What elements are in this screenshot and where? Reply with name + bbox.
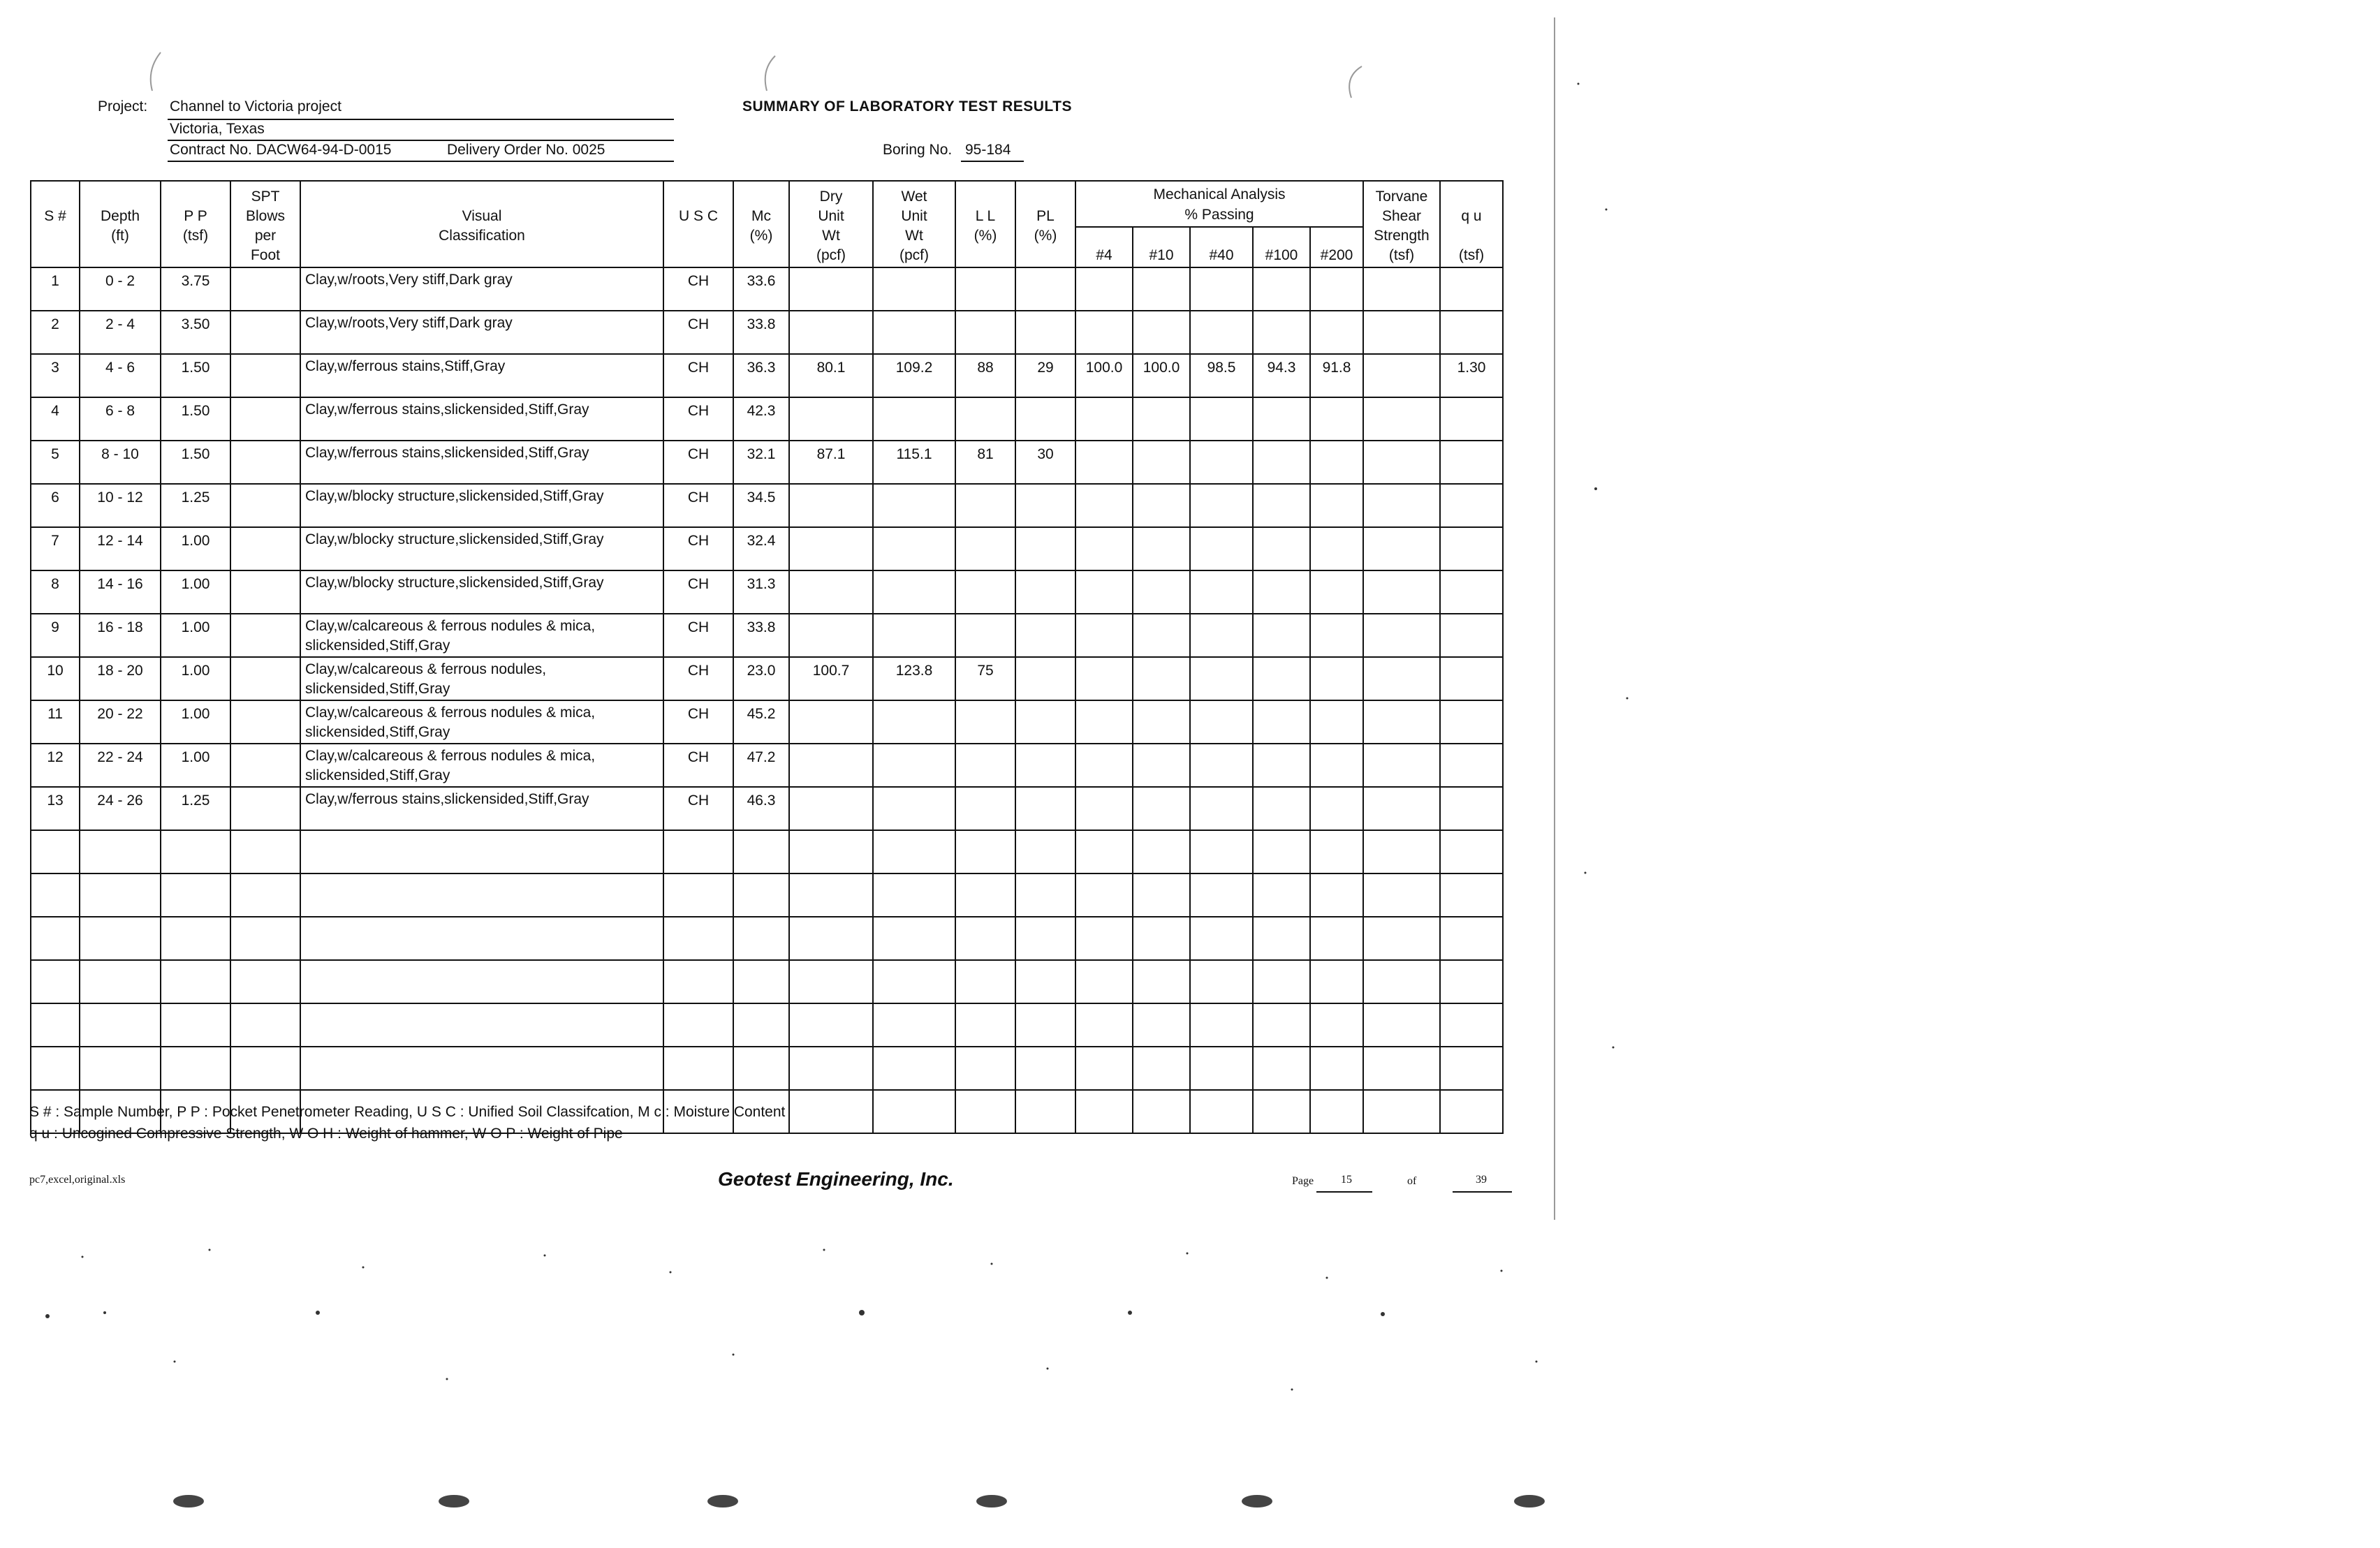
cell-depth: 6 - 8 bbox=[80, 397, 161, 441]
cell-pp: 1.50 bbox=[161, 354, 230, 397]
cell-s: 10 bbox=[31, 657, 80, 700]
cell-usc: CH bbox=[663, 397, 733, 441]
cell-mc: 31.3 bbox=[733, 570, 789, 614]
legend-line-2: q u : Uncogined Compressive Strength, W O H : Weight of hammer, W O P : Weight of Pipe bbox=[29, 1126, 623, 1142]
cell-mc: 45.2 bbox=[733, 700, 789, 744]
col-torvane-shear: Torvane Shear Strength (tsf) bbox=[1363, 181, 1440, 267]
page-label: Page bbox=[1292, 1175, 1314, 1187]
project-location: Victoria, Texas bbox=[170, 121, 265, 137]
cell-visual: Clay,w/calcareous & ferrous nodules, slickensided,Stiff,Gray bbox=[300, 657, 663, 700]
col-mechanical-analysis: Mechanical Analysis % Passing bbox=[1075, 181, 1363, 227]
cell-visual: Clay,w/calcareous & ferrous nodules & mica, slickensided,Stiff,Gray bbox=[300, 744, 663, 787]
cell-mc: 23.0 bbox=[733, 657, 789, 700]
cell-visual: Clay,w/roots,Very stiff,Dark gray bbox=[300, 311, 663, 354]
cell-s: 13 bbox=[31, 787, 80, 830]
cell-sieve-100: 94.3 bbox=[1253, 354, 1310, 397]
cell-visual: Clay,w/blocky structure,slickensided,Stiff,Gray bbox=[300, 527, 663, 570]
cell-visual: Clay,w/ferrous stains,slickensided,Stiff,Gray bbox=[300, 441, 663, 484]
col-visual-classification: Visual Classification bbox=[300, 181, 663, 267]
cell-depth: 0 - 2 bbox=[80, 267, 161, 311]
col-dry-unit-weight: Dry Unit Wt (pcf) bbox=[789, 181, 873, 267]
cell-dry: 100.7 bbox=[789, 657, 873, 700]
cell-ll: 81 bbox=[955, 441, 1015, 484]
cell-dry: 80.1 bbox=[789, 354, 873, 397]
cell-pp: 1.00 bbox=[161, 614, 230, 657]
cell-depth: 8 - 10 bbox=[80, 441, 161, 484]
cell-usc: CH bbox=[663, 441, 733, 484]
cell-wet: 115.1 bbox=[873, 441, 955, 484]
cell-s: 6 bbox=[31, 484, 80, 527]
cell-usc: CH bbox=[663, 527, 733, 570]
cell-pp: 1.50 bbox=[161, 397, 230, 441]
cell-s: 2 bbox=[31, 311, 80, 354]
company-name: Geotest Engineering, Inc. bbox=[718, 1168, 954, 1190]
col-wet-unit-weight: Wet Unit Wt (pcf) bbox=[873, 181, 955, 267]
of-label: of bbox=[1407, 1175, 1417, 1187]
cell-mc: 32.4 bbox=[733, 527, 789, 570]
cell-dry: 87.1 bbox=[789, 441, 873, 484]
cell-ll: 88 bbox=[955, 354, 1015, 397]
cell-visual: Clay,w/ferrous stains,Stiff,Gray bbox=[300, 354, 663, 397]
cell-sieve-10: 100.0 bbox=[1133, 354, 1190, 397]
cell-s: 12 bbox=[31, 744, 80, 787]
cell-s: 9 bbox=[31, 614, 80, 657]
cell-visual: Clay,w/roots,Very stiff,Dark gray bbox=[300, 267, 663, 311]
cell-depth: 24 - 26 bbox=[80, 787, 161, 830]
col-plastic-limit: PL (%) bbox=[1015, 181, 1075, 267]
cell-s: 3 bbox=[31, 354, 80, 397]
cell-visual: Clay,w/ferrous stains,slickensided,Stiff,Gray bbox=[300, 787, 663, 830]
cell-usc: CH bbox=[663, 657, 733, 700]
cell-visual: Clay,w/calcareous & ferrous nodules & mica, slickensided,Stiff,Gray bbox=[300, 614, 663, 657]
cell-mc: 42.3 bbox=[733, 397, 789, 441]
cell-visual: Clay,w/blocky structure,slickensided,Stiff,Gray bbox=[300, 484, 663, 527]
col-spt: SPT Blows per Foot bbox=[230, 181, 300, 267]
cell-depth: 4 - 6 bbox=[80, 354, 161, 397]
cell-usc: CH bbox=[663, 614, 733, 657]
cell-sieve-40: 98.5 bbox=[1190, 354, 1253, 397]
project-label: Project: bbox=[98, 98, 148, 115]
cell-qu: 1.30 bbox=[1440, 354, 1503, 397]
col-moisture-content: Mc (%) bbox=[733, 181, 789, 267]
col-pp: P P (tsf) bbox=[161, 181, 230, 267]
page-total: 39 bbox=[1476, 1174, 1487, 1186]
cell-depth: 20 - 22 bbox=[80, 700, 161, 744]
cell-usc: CH bbox=[663, 484, 733, 527]
cell-mc: 33.8 bbox=[733, 311, 789, 354]
delivery-order: Delivery Order No. 0025 bbox=[447, 142, 605, 158]
col-sieve-4: #4 bbox=[1075, 227, 1133, 267]
col-sieve-10: #10 bbox=[1133, 227, 1190, 267]
cell-mc: 34.5 bbox=[733, 484, 789, 527]
cell-pp: 1.00 bbox=[161, 657, 230, 700]
cell-mc: 32.1 bbox=[733, 441, 789, 484]
cell-pp: 1.50 bbox=[161, 441, 230, 484]
legend-line-1: S # : Sample Number, P P : Pocket Penetrometer Reading, U S C : Unified Soil Classifcation, M c : Moisture Content bbox=[29, 1104, 786, 1120]
cell-wet: 109.2 bbox=[873, 354, 955, 397]
cell-depth: 14 - 16 bbox=[80, 570, 161, 614]
contract-number: Contract No. DACW64-94-D-0015 bbox=[170, 142, 392, 158]
cell-usc: CH bbox=[663, 570, 733, 614]
cell-s: 5 bbox=[31, 441, 80, 484]
cell-mc: 33.8 bbox=[733, 614, 789, 657]
col-liquid-limit: L L (%) bbox=[955, 181, 1015, 267]
cell-s: 11 bbox=[31, 700, 80, 744]
cell-usc: CH bbox=[663, 744, 733, 787]
cell-pp: 1.00 bbox=[161, 744, 230, 787]
cell-depth: 2 - 4 bbox=[80, 311, 161, 354]
cell-pl: 30 bbox=[1015, 441, 1075, 484]
cell-s: 4 bbox=[31, 397, 80, 441]
cell-depth: 10 - 12 bbox=[80, 484, 161, 527]
cell-s: 1 bbox=[31, 267, 80, 311]
col-usc: U S C bbox=[663, 181, 733, 267]
cell-sieve-200: 91.8 bbox=[1310, 354, 1363, 397]
cell-sieve-4: 100.0 bbox=[1075, 354, 1133, 397]
cell-usc: CH bbox=[663, 700, 733, 744]
cell-mc: 46.3 bbox=[733, 787, 789, 830]
cell-visual: Clay,w/calcareous & ferrous nodules & mica, slickensided,Stiff,Gray bbox=[300, 700, 663, 744]
cell-pp: 3.50 bbox=[161, 311, 230, 354]
col-sieve-40: #40 bbox=[1190, 227, 1253, 267]
source-filename: pc7,excel,original.xls bbox=[29, 1174, 126, 1186]
cell-depth: 16 - 18 bbox=[80, 614, 161, 657]
cell-visual: Clay,w/blocky structure,slickensided,Stiff,Gray bbox=[300, 570, 663, 614]
boring-label: Boring No. bbox=[883, 142, 953, 158]
col-depth: Depth (ft) bbox=[80, 181, 161, 267]
cell-usc: CH bbox=[663, 354, 733, 397]
cell-pp: 1.00 bbox=[161, 570, 230, 614]
cell-mc: 36.3 bbox=[733, 354, 789, 397]
cell-mc: 47.2 bbox=[733, 744, 789, 787]
cell-pp: 1.00 bbox=[161, 700, 230, 744]
cell-depth: 18 - 20 bbox=[80, 657, 161, 700]
col-qu: q u (tsf) bbox=[1440, 181, 1503, 267]
cell-s: 7 bbox=[31, 527, 80, 570]
project-name: Channel to Victoria project bbox=[170, 98, 341, 115]
cell-pp: 3.75 bbox=[161, 267, 230, 311]
boring-number: 95-184 bbox=[965, 142, 1011, 158]
cell-usc: CH bbox=[663, 267, 733, 311]
cell-usc: CH bbox=[663, 311, 733, 354]
cell-s: 8 bbox=[31, 570, 80, 614]
cell-pl: 29 bbox=[1015, 354, 1075, 397]
cell-depth: 12 - 14 bbox=[80, 527, 161, 570]
cell-mc: 33.6 bbox=[733, 267, 789, 311]
cell-pp: 1.25 bbox=[161, 787, 230, 830]
col-sample-number: S # bbox=[31, 181, 80, 267]
cell-visual: Clay,w/ferrous stains,slickensided,Stiff,Gray bbox=[300, 397, 663, 441]
page-number: 15 bbox=[1341, 1174, 1352, 1186]
cell-pp: 1.00 bbox=[161, 527, 230, 570]
cell-wet: 123.8 bbox=[873, 657, 955, 700]
cell-usc: CH bbox=[663, 787, 733, 830]
cell-ll: 75 bbox=[955, 657, 1015, 700]
cell-pp: 1.25 bbox=[161, 484, 230, 527]
cell-depth: 22 - 24 bbox=[80, 744, 161, 787]
col-sieve-100: #100 bbox=[1253, 227, 1310, 267]
report-title: SUMMARY OF LABORATORY TEST RESULTS bbox=[742, 98, 1073, 115]
col-sieve-200: #200 bbox=[1310, 227, 1363, 267]
